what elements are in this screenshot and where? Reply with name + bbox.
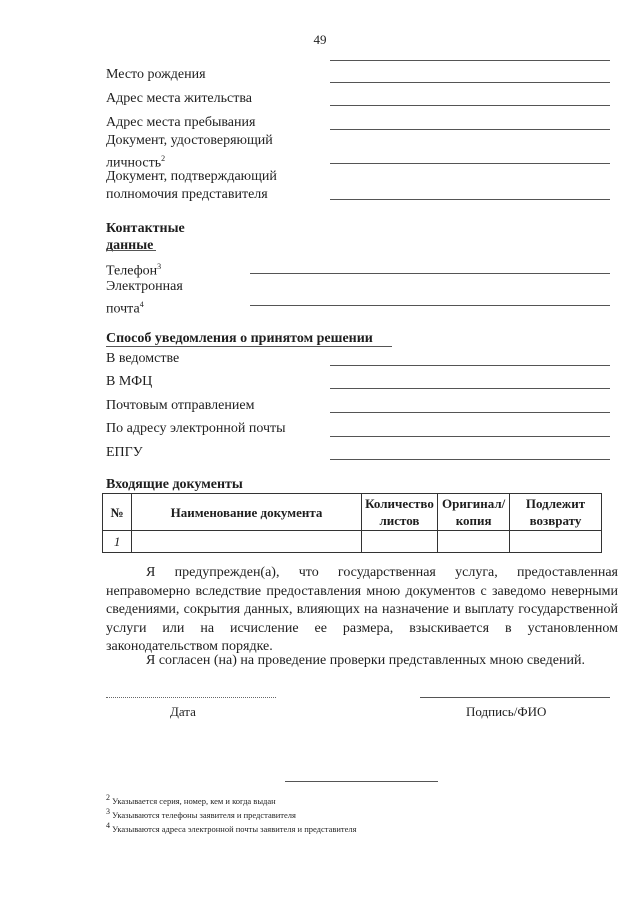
footnote-separator	[285, 781, 438, 782]
col-header-doc-name: Наименование документа	[132, 494, 361, 531]
field-label-phone: Телефон$^3$	[106, 262, 162, 279]
footnote-ref-3: 3	[157, 262, 162, 271]
contacts-heading-underline	[106, 250, 156, 251]
birthplace-input-line[interactable]	[330, 82, 610, 83]
table-cell-return[interactable]	[510, 531, 602, 553]
date-line[interactable]	[106, 697, 276, 698]
field-label-birthplace: Место рождения	[106, 67, 206, 82]
notify-post-line[interactable]	[330, 412, 610, 413]
incoming-docs-heading: Входящие документы	[106, 477, 243, 492]
notification-heading-underline	[106, 346, 392, 347]
notify-option-agency: В ведомстве	[106, 351, 180, 366]
notify-option-post: Почтовым отправлением	[106, 398, 255, 413]
table-cell-number: 1	[103, 531, 132, 553]
incoming-docs-table	[102, 493, 602, 553]
signature-line[interactable]	[420, 697, 610, 698]
col-header-number: №	[103, 494, 132, 531]
field-label-stay: Адрес места пребывания	[106, 115, 256, 130]
notify-option-email: По адресу электронной почты	[106, 421, 286, 436]
date-label: Дата	[170, 704, 196, 719]
table-row	[103, 531, 602, 553]
footnote-3: $^3$ Указываются телефоны заявителя и представителя	[106, 807, 296, 820]
stay-input-line[interactable]	[330, 129, 610, 130]
notify-option-mfc: В МФЦ	[106, 374, 153, 389]
page-number: 49	[313, 32, 327, 47]
footnote-4: $^4$ Указываются адреса электронной почты заявителя и представителя	[106, 821, 357, 834]
field-label-residence: Адрес места жительства	[106, 91, 252, 106]
col-header-sheet-count: Количество листов	[361, 494, 438, 531]
col-header-return: Подлежит возврату	[510, 494, 602, 531]
birthplace-line-top	[330, 60, 610, 61]
id-document-input-line[interactable]	[330, 163, 610, 164]
signature-label: Подпись/ФИО	[466, 704, 547, 719]
notification-heading: Способ уведомления о принятом решении	[106, 331, 373, 346]
notify-agency-line[interactable]	[330, 365, 610, 366]
representative-document-input-line[interactable]	[330, 199, 610, 200]
notify-mfc-line[interactable]	[330, 388, 610, 389]
field-label-id-document: Документ, удостоверяющий личность$^2$	[106, 133, 273, 171]
contacts-heading: Контактные данные	[106, 221, 185, 253]
notify-email-line[interactable]	[330, 436, 610, 437]
table-cell-doc-name[interactable]	[132, 531, 361, 553]
phone-input-line[interactable]	[250, 273, 610, 274]
table-cell-sheet-count[interactable]	[361, 531, 438, 553]
footnote-ref-4: 4	[139, 300, 144, 309]
notify-epgu-line[interactable]	[330, 459, 610, 460]
table-cell-original-copy[interactable]	[438, 531, 510, 553]
field-label-representative-document: Документ, подтверждающий полномочия представителя	[106, 169, 277, 202]
warning-paragraph: Я предупрежден(а), что государственная услуга, предоставленная неправомерно вследствие предоставления мною документов с заведомо неверными сведениями, сокрытия данных, влияющих на назначение и выплату государственной услуги или на исчисление ее размера, взыскивается в установленном законодательством порядке.	[106, 565, 618, 654]
footnote-ref-2: 2	[161, 154, 166, 163]
table-header-row	[103, 494, 602, 531]
field-label-email: Электронная почта$^4$	[106, 279, 183, 317]
consent-paragraph: Я согласен (на) на проведение проверки представленных мною сведений.	[146, 653, 585, 668]
col-header-original-copy: Оригинал/копия	[438, 494, 510, 531]
notify-option-epgu: ЕПГУ	[106, 445, 143, 460]
footnote-2: $^2$ Указывается серия, номер, кем и когда выдан	[106, 793, 276, 806]
email-input-line[interactable]	[250, 305, 610, 306]
residence-input-line[interactable]	[330, 105, 610, 106]
